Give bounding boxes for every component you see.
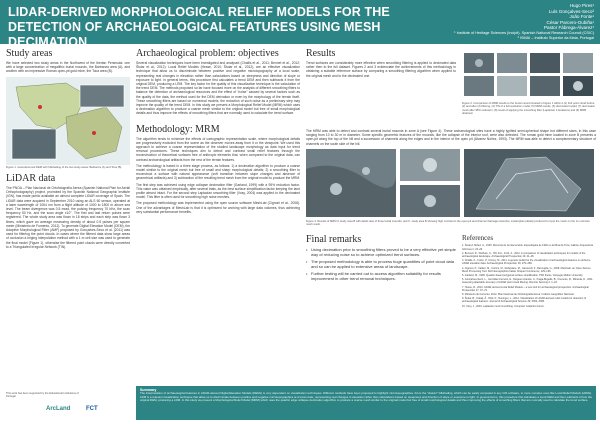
- figure-2-graphic: [462, 51, 596, 99]
- column-right: [306, 48, 596, 374]
- figure-3-graphic: [306, 149, 596, 219]
- poster-header: [0, 0, 600, 49]
- study-area-map-figure: [6, 77, 130, 165]
- footer-logos-left: [6, 392, 130, 420]
- study-areas-heading: Study areas: [6, 48, 53, 59]
- methodology-text-1: The algorithm tends to minimize the effects of cartographic representation scale, where morphological details are progressively excluded from the scene as the observer moves away from it or the viewpoint. We used this approach to achieve a coarse representation of the studied landscape morphology as data input for trend removal procedures. These techniques aim to detect and contrast small relief features through the reconstruction of theoretical surfaces free of anthropic elements that, when compared to the original data, can contrast archaeological artifacts from the rest of the terrain features.: [136, 136, 300, 162]
- author-list: [364, 3, 594, 31]
- methodology-text-4: The proposed methodology was implemented using the open source software MeshLab (Cignoni et al., 2008). One of the advantages of MeshLab is that it is optimized for working with large data volumes, thus achieving very substantial performance benefits.: [136, 201, 300, 214]
- column-middle: [136, 48, 300, 214]
- methodology-text-2: The methodology is based in a three stage process, as follows: 1) a decimation algorithm to produce a coarse model similar to the original mesh but free of small and sharp morphological details; 2) a smoothing filter to reconstruct a surface with natural appearance (soft transition between slope changes and absence of geometrical artifacts) and 3) subtraction of the resulting trend mesh from the original model to produce the MRM.: [136, 163, 301, 181]
- figure-2-caption: Figure 2. Comparison of MRM results to the burial mound located in Figure 1 within A (1) Full point cloud before (2) and after (3) filtering; (4) TIN of a full-resolution model; (5) MRM results, (6) decimated model; (7) decimated mesh after 95% reduction; (8) result of applying the smoothing filter (Laplacian 4 iterations) and (9) MRM obtained.: [462, 102, 595, 115]
- list-item: 7. Hesse, R., 2010. LiDAR-derived Local Relief Models – a new tool for archaeological prospection. Archaeological Prospection 17, 67–72.: [462, 285, 589, 292]
- methodology-text-3: The first step was achieved using edge collapse decimation filter (Garland, 1999) with a 95% reduction factor. This value was obtained empirically, after several trials, as the best surface simplification factor keeping the land profile almost intact. For the second step Laplacian smoothing filter (Vosy, 2004) was applied to the decimated model. This filter is often used for smoothing high noise meshes.: [136, 182, 300, 200]
- summary-label: Summary: [140, 388, 157, 392]
- arch-problem-text: Several visualization techniques have been investigated and analysed (Challis et al., 2011; Bennet et al., 2012; Štular et al., 2012). Local Relief Models (Hesse, 2010; Štular et al., 2012), are an effective visualization technique that allow us to discriminate between positive and negative microtopography at a local scale, representing real changes in elevation rather than calculations based on steepness and direction of slope or exposure to light. In general terms, this procedure first calculates a trend DEM and then subtracts it from the original DEM, producing a LRM. The key factor for the quality of this visualization technique is the calculation of the trend DEM. The methods proposed so far have focused more on the analysis of different smoothing filters to balance the detection of archaeological resources and the effect of "noise" caused by several factors such as the quality of the data, the method used for the DEM derivation or even by the morphology of the terrain itself. These smoothing filters are based on numerical models, the reduction of such noise as a preliminary step may improve the quality of the trend DEM. In this study we present a Morphological Relief Model (MRM) which uses a decimation algorithm to produce a coarse mesh similar to the original model but free of small morphological details and thus improve the effects of smoothing filters that are normally used to calculate the trend surface.: [136, 61, 300, 116]
- list-item: • The proposed methodology is able to process huge quantities of point cloud data and so can be applied to extensive areas of landscape.: [306, 259, 456, 269]
- list-item: 2. Bennett, R., Welham, K., Hill, R.A., Ford, A., 2012. A comparison of visualization techniques for models of the archaeological landscape. Archaeological Prospection 19, 41–48.: [462, 251, 586, 259]
- lidar-heading: LiDAR data: [6, 172, 56, 184]
- support-note: This work has been supported by the Educational Institutions of Portugal: [6, 392, 79, 398]
- figure-3-panels: [306, 149, 596, 219]
- affiliation-2: ² ISMAI – Instituto Superior da Maia, Portugal: [517, 35, 594, 40]
- study-area-figure-caption: Figure 1. Georeferenced DEM with hillshading of the two study areas: Barbanza (A) and Toca (B).: [6, 165, 123, 169]
- author-name: Luís Gonçalves-Seco²: [548, 8, 594, 14]
- list-item: 3. Challis, K., Forlin, P., Kincey, M., 2011. A generic toolkit for the visualization of archaeological features on airborne LiDAR elevation data. Archaeological Prospection 18, 279–289.: [462, 259, 591, 266]
- author-name: Hugo Pires¹: [569, 3, 594, 8]
- summary-bar: [136, 386, 596, 420]
- results-heading: Results: [306, 48, 336, 59]
- references-heading: References: [462, 234, 494, 243]
- list-item: 1. Álvarez Núñez, A., 1993. Memoria de la intervención arqueológica de 1992 en la Mina da Toca, Galicia. Arqueoloxía Informes 2, 23–26.: [462, 244, 594, 251]
- list-item: 10. Vosy, J., 2004. Laplacian mesh smoothing. Computer Graphics Forum.: [462, 304, 545, 308]
- arch-problem-heading: Archaeological problem: objectives: [136, 48, 279, 59]
- list-item: 9. Štular, B., Kokalj, Ž., Oštir, K., Nuninger, L., 2012. Visualization of LiDAR-derived relief models for detection of archaeological features. Journal of Archaeological Science 39, 3354–3360.: [462, 297, 587, 304]
- final-remarks-list: [306, 247, 456, 281]
- final-remarks-heading: Final remarks: [306, 234, 362, 246]
- list-item: • Using decimation prior to smoothing filters proved to be a very effective yet simple way of reducing noise so to achieve optimized trend surfaces.: [306, 247, 456, 257]
- references-list: [462, 244, 596, 307]
- affiliation-1: ¹ Institute of Heritage Sciences (Incipit). Spanish National Research Council (CSIC): [454, 31, 594, 35]
- poster-title: LIDAR-DERIVED MORPHOLOGICAL RELIEF MODELS FOR THE DETECTION OF ARCHAEOLOGICAL FEATURES USING MESH DECIMATION: [8, 5, 390, 49]
- study-area-map: [6, 77, 130, 165]
- figure-2-panels: [462, 51, 596, 99]
- figure-3-caption: Figure 3. Results of MRM in study area B with detail view of three burial mounds; and C: study area B showing high contrast in the open-pit and channel drainage networks; scatterplots (detail) produced to input the mesh on the 1m cell size mesh result.: [306, 219, 590, 227]
- list-item: 5. Garland, M., 1999. Quadric-based polygonal surface simplification. PhD thesis, Carnegie Mellon University.: [462, 274, 584, 278]
- affiliations: [364, 31, 594, 40]
- logo-arcland: ArcLand: [46, 406, 71, 412]
- results-text-2: The MRM was able to detect and contrast several burial mounds in zone A (see Figure 4). These archaeological sites have a highly typified semi-spherical shape but different sizes, in this case ranging from 10 to 30 m in diameter. Some specific geometric features of the mounds, like the collapse of the interior roof, were also detected. The roman gold mine located in zone B presents a open-pit along the top of the hill and a succession of channels along the edges and in the interior of the open pit (Álvarez Núñez, 1993). The MRM was able to detect a complementary structure of channels on the south side of the hill.: [306, 129, 596, 146]
- logo-fct: FCT: [86, 406, 98, 412]
- summary-text: The interpretation of archaeological features in LiDAR-derived Digital Elevation Models (DEMs) is very dependent on visualization techniques. Different methods have been proposed to highlight microtopographies. From the "classic" hillshading, which can be easily computed in any GIS software, to more complex ones like Local Relief Models (LRMs). LRM is a relevant visualization technique that allow us to discriminate between positive and negative microtopographies at a local scale, representing real changes in elevation rather than calculations based on steepness and direction of slope or exposure to light. In general terms, this procedure first calculates a trend DEM and then subtracts it from the original DEM, producing a LRM. In this study we present a Morphological Relief Model (MRM) which uses the quadric edge collapse decimation algorithm to produce a coarse mesh similar to the original model but free of small morphological details and thus improving the effects of smoothing filters that are normally used to calculate the trend surface.: [140, 391, 592, 402]
- column-left: [6, 48, 130, 249]
- author-name: César Parcero-Oubiña¹: [546, 19, 594, 25]
- methodology-heading: Methodology: MRM: [136, 123, 220, 135]
- author-name: João Fonte¹: [569, 14, 594, 20]
- study-areas-text: We have selected two study areas in the Northwest of the Iberian Peninsula: one with a large concentration of megalithic burial mounds, the Barbanza area (A), and another with an impressive Roman open-pit gold mine, the Toca area (B).: [6, 61, 130, 74]
- results-text-1: Trend surfaces are considerably more effective when smoothing filtering is applied to decimated data rather then to the full dataset. Figures 2 and 3 evidenciate the achievements of this methodology in obtaining a suitable reference surface by comparing a smoothing filtering algorithm when applied to the original mesh and to the decimated one.: [306, 61, 456, 78]
- list-item: 6. Gonçalves-Seco, L., González-Ferreiro, E., Diéguez-Aranda, U., Fraga-Bugallo, B., Crecente, R., Miranda, D., 2011. Assessing attainable accuracy of LiDAR point cloud filtering. Remote Sensing 3, 1–23.: [462, 278, 594, 285]
- author-name: Pastor Fábrega-Álvarez¹: [543, 25, 594, 31]
- list-item: 8. Ministerio de Fomento, 2012. Plan Nacional de Ortofotografía Aérea. Instituto Geográfico Nacional.: [462, 293, 575, 297]
- lidar-text: The PNOA – Plan Nacional de Ortofotografía Aérea (Spanish National Plan for Aerial Orthophotography) project, promoted by the Spanish National Geographic Institute (IGN), has made public available an almost complete LiDAR coverage of Spain. The LiDAR data were acquired in September 2010 using an ALS 60 sensor, operated at a laser wavelength of 1064 nm from a flight altitude of 1000 to 1800 m above sea level. The beam divergence was 0.5 mrad, the pulsing frequency 70 kHz, the scan frequency 50 Hz, and the scan angle ±10°. The first and last return pulses were registered. The whole study area was flown in 18 strips and each strip was flown 3 times, which gave an average measuring density of about 0.5 pulses per square meter (Ministerio de Fomento, 2012). To generate Digital Elevation Model (DEM), the Adaptive Morphological Filter (AMF) proposed by Gonçalves-Seco et al. (2011) was used for filtering the point clouds. In cases where the filtered data show large areas of occlusion a kriging interpolation method with a 1 m cell size was used to generate the final model (Figure 1), otherwise the filtered point clouds were directly converted to a Triangulated Irregular Network (TIN).: [6, 185, 130, 249]
- list-item: • Further testing will be carried out to access algorithm suitability for results improvement in other trend removal techniques.: [306, 271, 456, 281]
- list-item: 4. Cignoni, P., Callieri, M., Corsini, M., Dellepiane, M., Ganovelli, F., Ranzuglia, G., 2008. MeshLab: an Open-Source Mesh Processing Tool. Sixth Eurographics Italian Chapter Conference, 129–136.: [462, 266, 591, 273]
